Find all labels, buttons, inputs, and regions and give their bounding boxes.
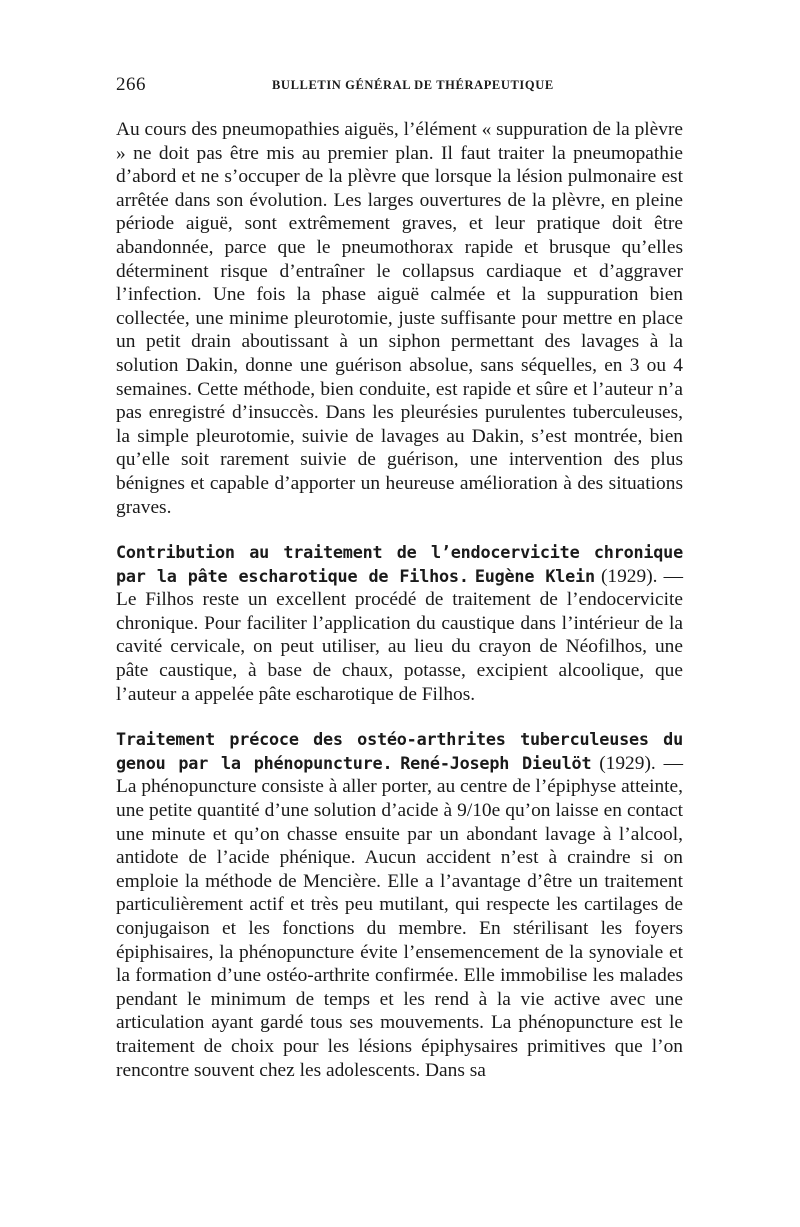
article-osteo-arthrites bbox=[116, 728, 683, 1082]
article-body: — La phénopuncture consiste à aller porter, au centre de l’épiphyse atteinte, une petite quantité d’une solution d’acide à 9/10e qu’on laisse en contact une minute et qu’on chasse ensuite par un abondant lavage à l’alcool, antidote de l’acide phénique. Aucun accident n’est à craindre si on emploie la méthode de Mencière. Elle a l’avantage d’être un traitement particulièrement actif et très peu mutilant, qui respecte les cartilages de conjugaison et les fonctions du membre. En stérilisant les foyers épiphisaires, la phénopuncture évite l’ensemencement de la synoviale et la formation d’une ostéo-arthrite confirmée. Elle immobilise les malades pendant le minimum de temps et les rend à la vie active avec une articulation ayant gardé tous ses mouvements. La phénopuncture est le traitement de choix pour les lésions épiphysaires primitives que l’on rencontre souvent chez les adolescents. Dans sa bbox=[116, 752, 683, 1081]
article-body: — Le Filhos reste un excellent procédé de traitement de l’endocervicite chronique. Pour faciliter l’application du caustique dans l’intérieur de la cavité cervicale, on peut utiliser, au lieu du crayon de Néofilhos, une pâte caustique, à base de chaux, potasse, excipient alcoolique, que l’auteur a appelée pâte escharotique de Filhos. bbox=[116, 565, 683, 705]
article-endocervicite bbox=[116, 541, 683, 706]
article-author: René-Joseph Dieulöt bbox=[400, 752, 592, 773]
body-text bbox=[116, 118, 683, 1082]
page-number: 266 bbox=[116, 74, 146, 95]
article-year: (1929). bbox=[599, 752, 656, 774]
page-header bbox=[116, 74, 682, 98]
running-title: BULLETIN GÉNÉRAL DE THÉRAPEUTIQUE bbox=[272, 78, 554, 92]
paragraph-gap bbox=[116, 519, 683, 541]
article-author: Eugène Klein bbox=[474, 565, 595, 586]
article-title: Contribution au traitement de l’endocervicite chronique par la pâte escharotique de Filhos. bbox=[116, 542, 683, 586]
paragraph-pleurisy: Au cours des pneumopathies aiguës, l’élément « suppuration de la plèvre » ne doit pas être mis au premier plan. Il faut traiter la pneumopathie d’abord et ne s’occuper de la plèvre que lorsque la lésion pulmonaire est arrêtée dans son évolution. Les larges ouvertures de la plèvre, en pleine période aiguë, sont extrêmement graves, et leur pratique doit être abandonnée, parce que le pneumothorax rapide et brusque qu’elles déterminent risque d’entraîner le collapsus cardiaque et d’aggraver l’infection. Une fois la phase aiguë calmée et la suppuration bien collectée, une minime pleurotomie, juste suffisante pour mettre en place un petit drain aboutissant à un siphon permettant des lavages à la solution Dakin, donne une guérison absolue, sans séquelles, en 3 ou 4 semaines. Cette méthode, bien conduite, est rapide et sûre et l’auteur n’a pas enregistré d’insuccès. Dans les pleurésies purulentes tuberculeuses, la simple pleurotomie, suivie de lavages au Dakin, s’est montrée, bien qu’elle soit rarement suivie de guérison, une intervention des plus bénignes et capable d’apporter un heureuse amélioration à des situations graves. bbox=[116, 119, 684, 518]
article-year: (1929). bbox=[600, 565, 658, 587]
article-title: Traitement précoce des ostéo-arthrites tuberculeuses du genou par la phénopuncture. bbox=[116, 729, 683, 773]
paragraph-gap bbox=[116, 706, 683, 728]
